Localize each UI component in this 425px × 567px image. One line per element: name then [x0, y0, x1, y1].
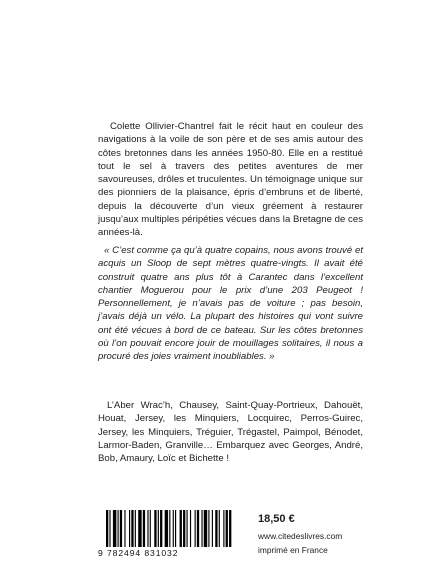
barcode-bar — [197, 510, 199, 547]
barcode-bar — [212, 510, 213, 547]
barcode-bar — [131, 510, 133, 547]
barcode-bar — [124, 510, 125, 547]
barcode-bar — [219, 510, 220, 547]
barcode-bar — [135, 510, 136, 547]
barcode-bar — [150, 510, 151, 547]
barcode-bar — [118, 510, 119, 547]
barcode-bar — [215, 510, 217, 547]
barcode-bar — [226, 510, 228, 547]
barcode-bar — [109, 510, 110, 547]
barcode-bar — [175, 510, 176, 547]
barcode-bar — [201, 510, 202, 547]
barcode-bar — [204, 510, 207, 547]
printed-in-label: imprimé en France — [258, 545, 328, 555]
synopsis-paragraph: Colette Ollivier-Chantrel fait le récit haut en couleur des navigations à la voile de son père et de ses amis autour des côtes bretonnes dans les années 1950-80. Elle en a restitué tout le sel à travers des petites aventures de mer savoureuses, drôles et truculentes. Un témoignage unique sur des pionniers de la plaisance, épris d’embruns et de liberté, depuis la découverte d’un vieux gréement à restaurer jusqu’aux multiples péripéties vécues dans la Bretagne de ces années-là. — [98, 121, 363, 239]
barcode-bar — [195, 510, 196, 547]
barcode-bar — [229, 510, 231, 547]
barcode-bar — [158, 510, 159, 547]
barcode-bar — [147, 510, 148, 547]
barcode-bar — [169, 510, 170, 547]
price-label: 18,50 € — [258, 513, 295, 525]
barcode-bar — [187, 510, 188, 547]
barcode-bar — [120, 510, 122, 547]
quote-paragraph: « C’est comme ça qu’à quatre copains, nous avons trouvé et acquis un Sloop de sept mètres quatre-vingts. Il avait été construit quatre ans plus tôt à Carantec dans l’excellent chantier Moguerou pour le prix d’une 203 Peugeot ! Personnellement, je n’avais pas de voiture ; pas besoin, j’avais déjà un vélo. La plupart des histoires qui vont suivre ont été vécues à bord de ce bateau. Sur les côtes bretonnes où l’on pouvait encore jouir de mouillages solitaires, il nous a procuré des joies vraiment inoubliables. » — [98, 245, 363, 363]
barcode-bar — [223, 510, 224, 547]
publisher-website: www.citedeslivres.com — [258, 531, 343, 541]
barcode-bar — [173, 510, 174, 547]
barcode-bar — [208, 510, 209, 547]
barcode-bar — [129, 510, 130, 547]
barcode-bar — [160, 510, 162, 547]
barcode-bar — [183, 510, 185, 547]
barcode-bar — [106, 510, 108, 547]
isbn-digits: 9 782494 831032 — [98, 548, 179, 558]
barcode-bar — [113, 510, 116, 547]
barcode-bar — [190, 510, 191, 547]
barcode-bar — [143, 510, 145, 547]
places-paragraph: L’Aber Wrac’h, Chausey, Saint-Quay-Portrieux, Dahouët, Houat, Jersey, les Minquiers, Locquirec, Perros-Guirec, Jersey, les Minquiers, Tréguier, Trégastel, Paimpol, Bénodet, Larmor-Baden, Granville… Embarquez avec Georges, André, Bob, Amaury, Loïc et Bichette ! — [98, 400, 363, 465]
isbn-barcode — [98, 510, 236, 558]
barcode-bar — [180, 510, 182, 547]
barcode-bar — [165, 510, 168, 547]
barcode-bars — [98, 510, 236, 548]
barcode-bar — [154, 510, 156, 547]
barcode-bar — [138, 510, 141, 547]
